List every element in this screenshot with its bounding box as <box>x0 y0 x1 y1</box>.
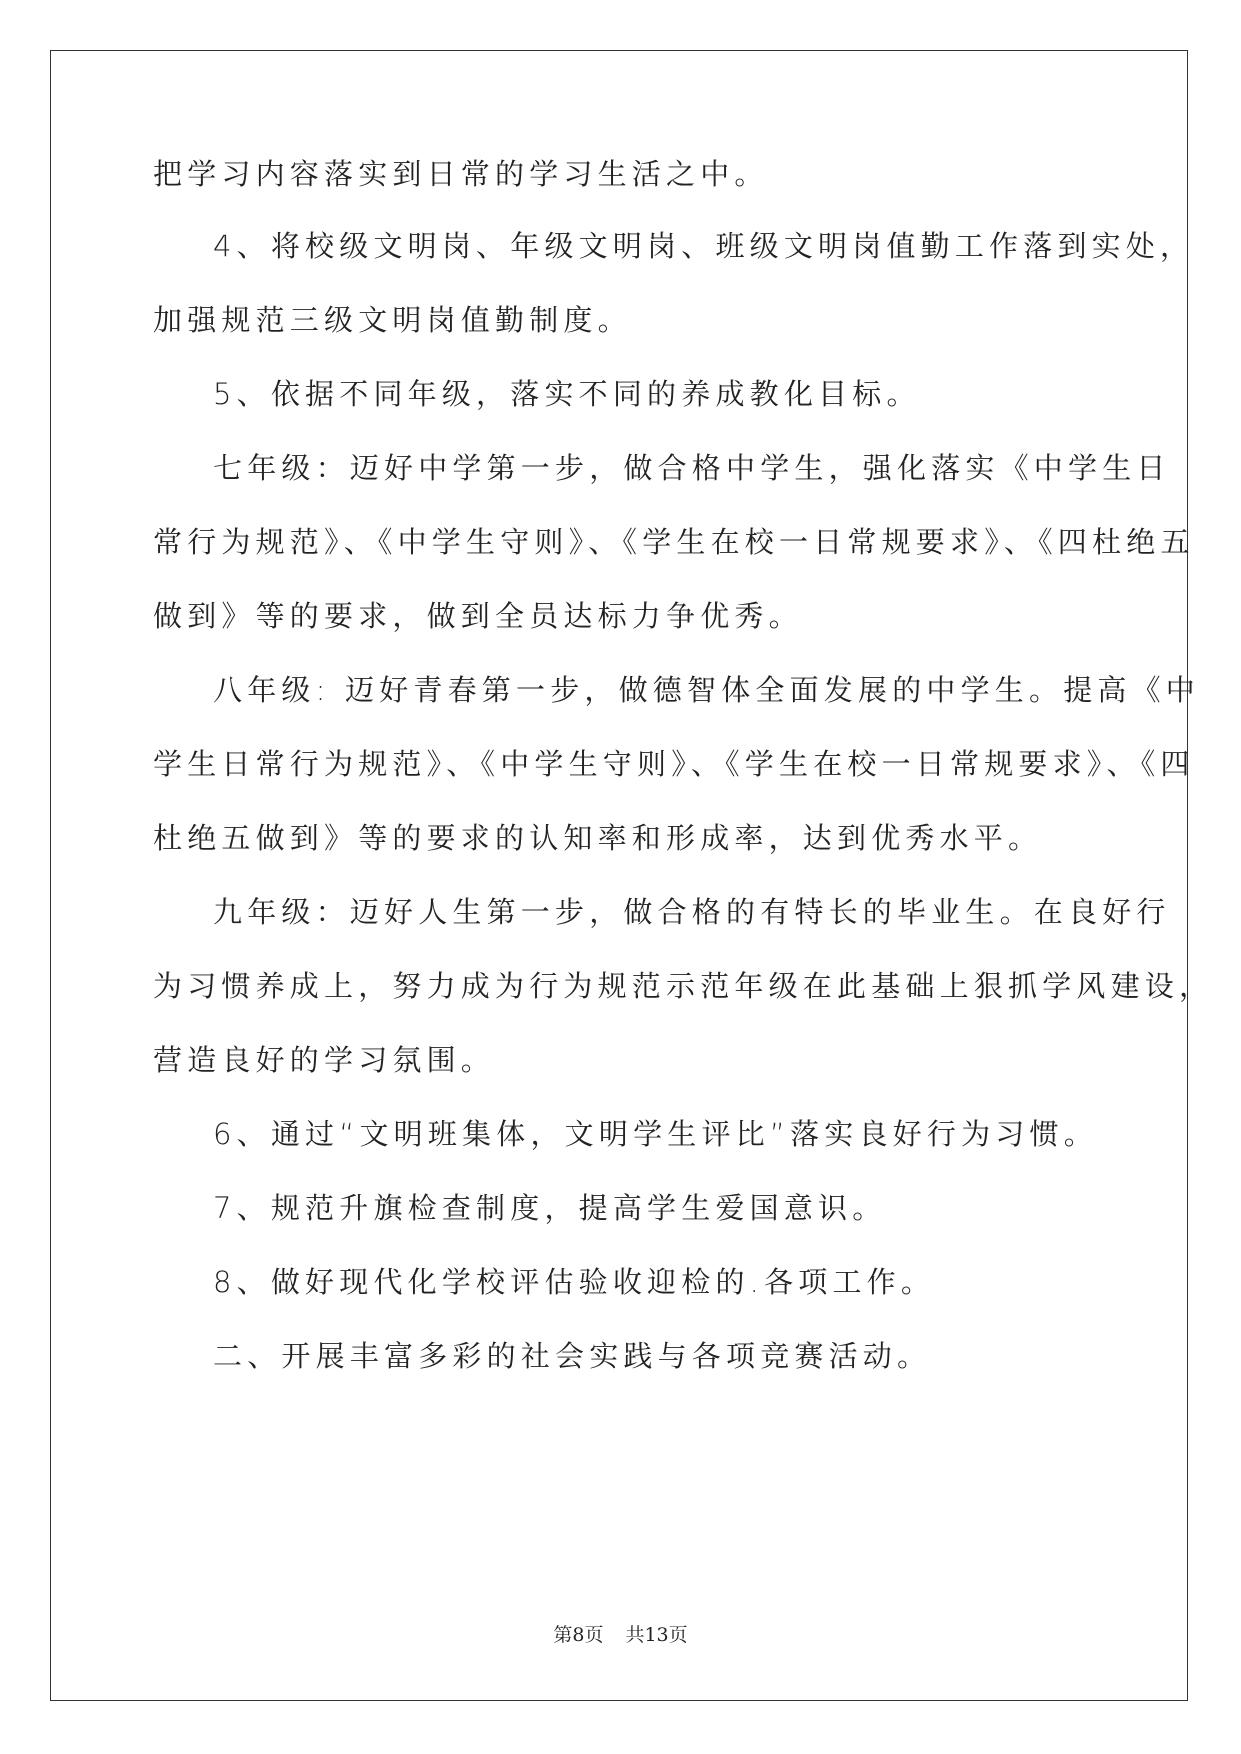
text-line: 学生日常行为规范》、《中学生守则》、《学生在校一日常规要求》、《四 <box>153 747 1195 781</box>
text-line: 九年级：迈好人生第一步，做合格的有特长的毕业生。在良好行 <box>213 895 1171 929</box>
text-line: 八年级: 迈好青春第一步，做德智体全面发展的中学生。提高《中 <box>213 673 1200 707</box>
text-line: 把学习内容落实到日常的学习生活之中。 <box>153 157 769 191</box>
text-line: 营造良好的学习氛围。 <box>153 1043 496 1077</box>
text-line: 二、开展丰富多彩的社会实践与各项竞赛活动。 <box>213 1339 932 1373</box>
text-line: 加强规范三级文明岗值勤制度。 <box>153 303 632 337</box>
text-line: 常行为规范》、《中学生守则》、《学生在校一日常规要求》、《四杜绝五 <box>153 525 1195 559</box>
page-footer <box>0 1622 1241 1648</box>
text-line: 做到》等的要求，做到全员达标力争优秀。 <box>153 599 803 633</box>
text-line: 4、将校级文明岗、年级文明岗、班级文明岗值勤工作落到实处， <box>213 229 1195 263</box>
total-pages: 共13页 <box>625 1624 688 1646</box>
text-line: 8、做好现代化学校评估验收迎检的.各项工作。 <box>213 1265 936 1299</box>
text-line: 为习惯养成上，努力成为行为规范示范年级在此基础上狠抓学风建设， <box>153 969 1214 1003</box>
current-page-number: 第8页 <box>553 1624 604 1646</box>
text-line: 5、依据不同年级，落实不同的养成教化目标。 <box>213 377 921 411</box>
text-line: 杜绝五做到》等的要求的认知率和形成率，达到优秀水平。 <box>153 821 1043 855</box>
text-line: 6、通过“文明班集体，文明学生评比”落实良好行为习惯。 <box>213 1117 1098 1151</box>
text-line: 七年级：迈好中学第一步，做合格中学生，强化落实《中学生日 <box>213 451 1171 485</box>
text-line: 7、规范升旗检查制度，提高学生爱国意识。 <box>213 1191 887 1225</box>
